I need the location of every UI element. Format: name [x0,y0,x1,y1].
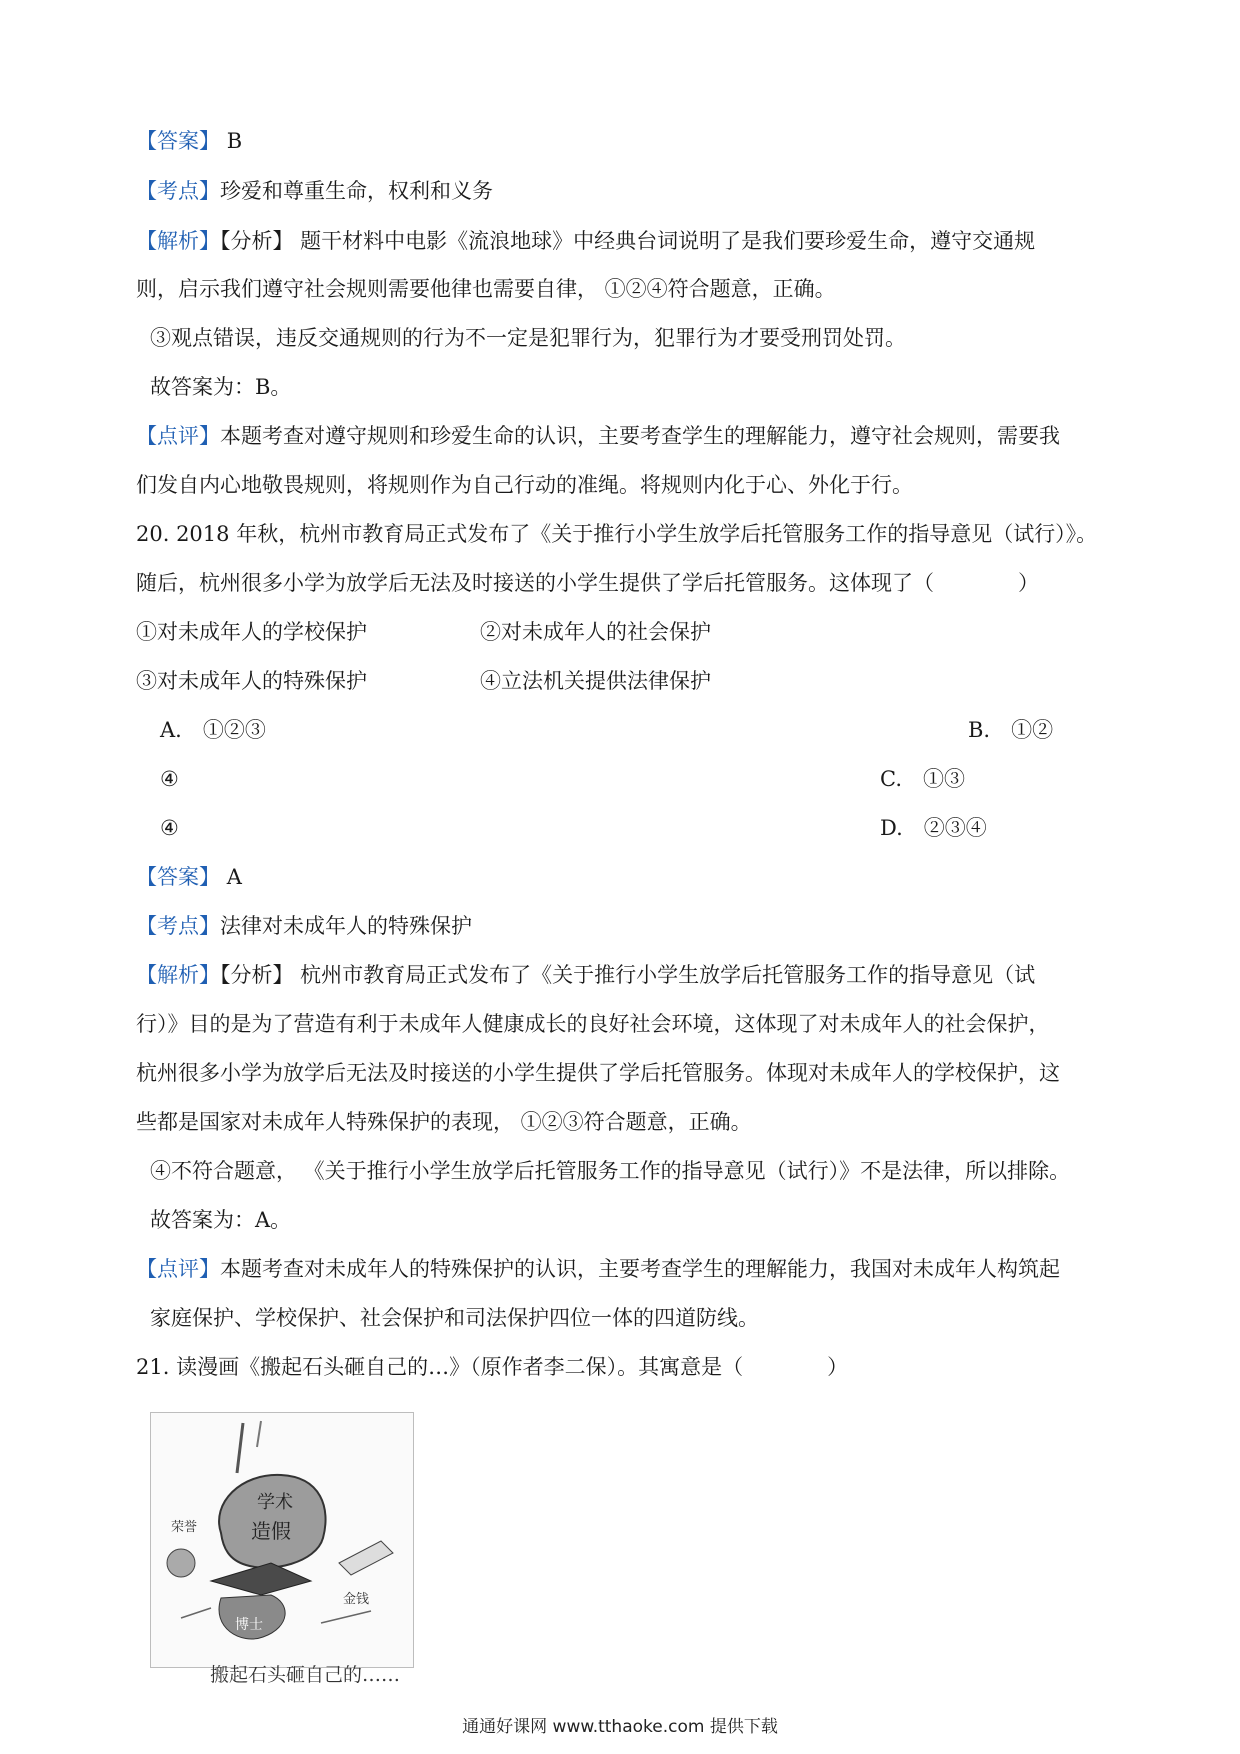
motion-line [257,1421,261,1447]
q20-review-line2: 家庭保护、学校保护、社会保护和司法保护四位一体的四道防线。 [150,1306,759,1330]
q20-analysis-line4: 些都是国家对未成年人特殊保护的表现， ①②③符合题意，正确。 [136,1110,752,1134]
q20-option-a: A. ①②③ [160,718,266,742]
q20-analysis-line2: 行）》目的是为了营造有利于未成年人健康成长的良好社会环境，这体现了对未成年人的社会保护， [136,1012,1050,1036]
q19-analysis-line4: 故答案为：B。 [150,375,292,399]
q20-option-b-cont: ④ [160,816,179,840]
q20-option-c: C. ①③ [880,767,965,791]
graduation-cap [211,1563,311,1595]
cartoon-image [150,1412,414,1668]
rock-label-2: 造假 [251,1519,291,1543]
ground-line [321,1611,371,1623]
q19-review [136,421,1060,451]
q20-review [136,1254,1060,1284]
review-text: 本题考查对未成年人的特殊保护的认识，主要考查学生的理解能力，我国对未成年人构筑起 [220,1257,1060,1281]
review-tag: 【点评】 [136,1257,220,1281]
q19-analysis [136,226,1035,256]
point-tag: 【考点】 [136,914,220,938]
q19-review-line2: 们发自内心地敬畏规则，将规则作为自己行动的准绳。将规则内化于心、外化于行。 [136,473,913,497]
q20-option-a-cont: ④ [160,767,179,791]
right-label: 金钱 [343,1592,370,1607]
cartoon-drawing [151,1413,413,1667]
q20-option-d: D. ②③④ [880,816,987,840]
answer-tag: 【答案】 [136,129,220,153]
q20-stem-line1: 20. 2018 年秋，杭州市教育局正式发布了《关于推行小学生放学后托管服务工作的指导意见（试行）》。 [136,522,1098,546]
review-text: 本题考查对遵守规则和珍爱生命的认识，主要考查学生的理解能力，遵守社会规则，需要我 [220,424,1060,448]
rock-label-1: 学术 [257,1492,293,1513]
cap-label: 博士 [235,1617,263,1633]
answer-tag: 【答案】 [136,865,220,889]
q20-item-4: ④立法机关提供法律保护 [480,669,711,693]
q20-analysis-line3: 杭州很多小学为放学后无法及时接送的小学生提供了学后托管服务。体现对未成年人的学校保护，这 [136,1061,1060,1085]
left-label: 荣誉 [171,1520,198,1535]
q20-item-3: ③对未成年人的特殊保护 [136,669,367,693]
q19-analysis-line3: ③观点错误，违反交通规则的行为不一定是犯罪行为，犯罪行为才要受刑罚处罚。 [150,326,906,350]
answer-value: B [226,129,243,153]
analysis-text: 【分析】 题干材料中电影《流浪地球》中经典台词说明了是我们要珍爱生命，遵守交通规 [220,229,1036,253]
q20-point [136,911,472,941]
point-tag: 【考点】 [136,179,220,203]
review-tag: 【点评】 [136,424,220,448]
q21-stem: 21. 读漫画《搬起石头砸自己的…》（原作者李二保）。其寓意是（ ） [136,1355,849,1379]
q20-option-b: B. ①② [968,718,1054,742]
answer-value: A [226,865,242,889]
point-text: 法律对未成年人的特殊保护 [220,914,472,938]
point-text: 珍爱和尊重生命，权利和义务 [220,179,493,203]
q19-answer [136,126,242,156]
q20-item-1: ①对未成年人的学校保护 [136,620,367,644]
q20-stem-line2: 随后，杭州很多小学为放学后无法及时接送的小学生提供了学后托管服务。这体现了（ ） [136,571,1039,595]
money-box [339,1541,393,1575]
q20-analysis-line6: 故答案为：A。 [150,1208,292,1232]
flower [167,1549,195,1577]
q19-point [136,176,493,206]
q19-analysis-line2: 则，启示我们遵守社会规则需要他律也需要自律， ①②④符合题意，正确。 [136,277,836,301]
q20-analysis-line5: ④不符合题意， 《关于推行小学生放学后托管服务工作的指导意见（试行）》不是法律，所以排除。 [150,1159,1071,1183]
ground-line [181,1608,211,1618]
analysis-text: 【分析】 杭州市教育局正式发布了《关于推行小学生放学后托管服务工作的指导意见（试 [220,963,1036,987]
motion-line [237,1423,243,1473]
q20-analysis [136,960,1035,990]
cartoon-caption: 搬起石头砸自己的…… [210,1664,401,1686]
analysis-tag: 【解析】 [136,963,220,987]
page-footer: 通通好课网 www.tthaoke.com 提供下载 [462,1717,778,1737]
q20-item-2: ②对未成年人的社会保护 [480,620,711,644]
q20-answer [136,862,242,892]
analysis-tag: 【解析】 [136,229,220,253]
